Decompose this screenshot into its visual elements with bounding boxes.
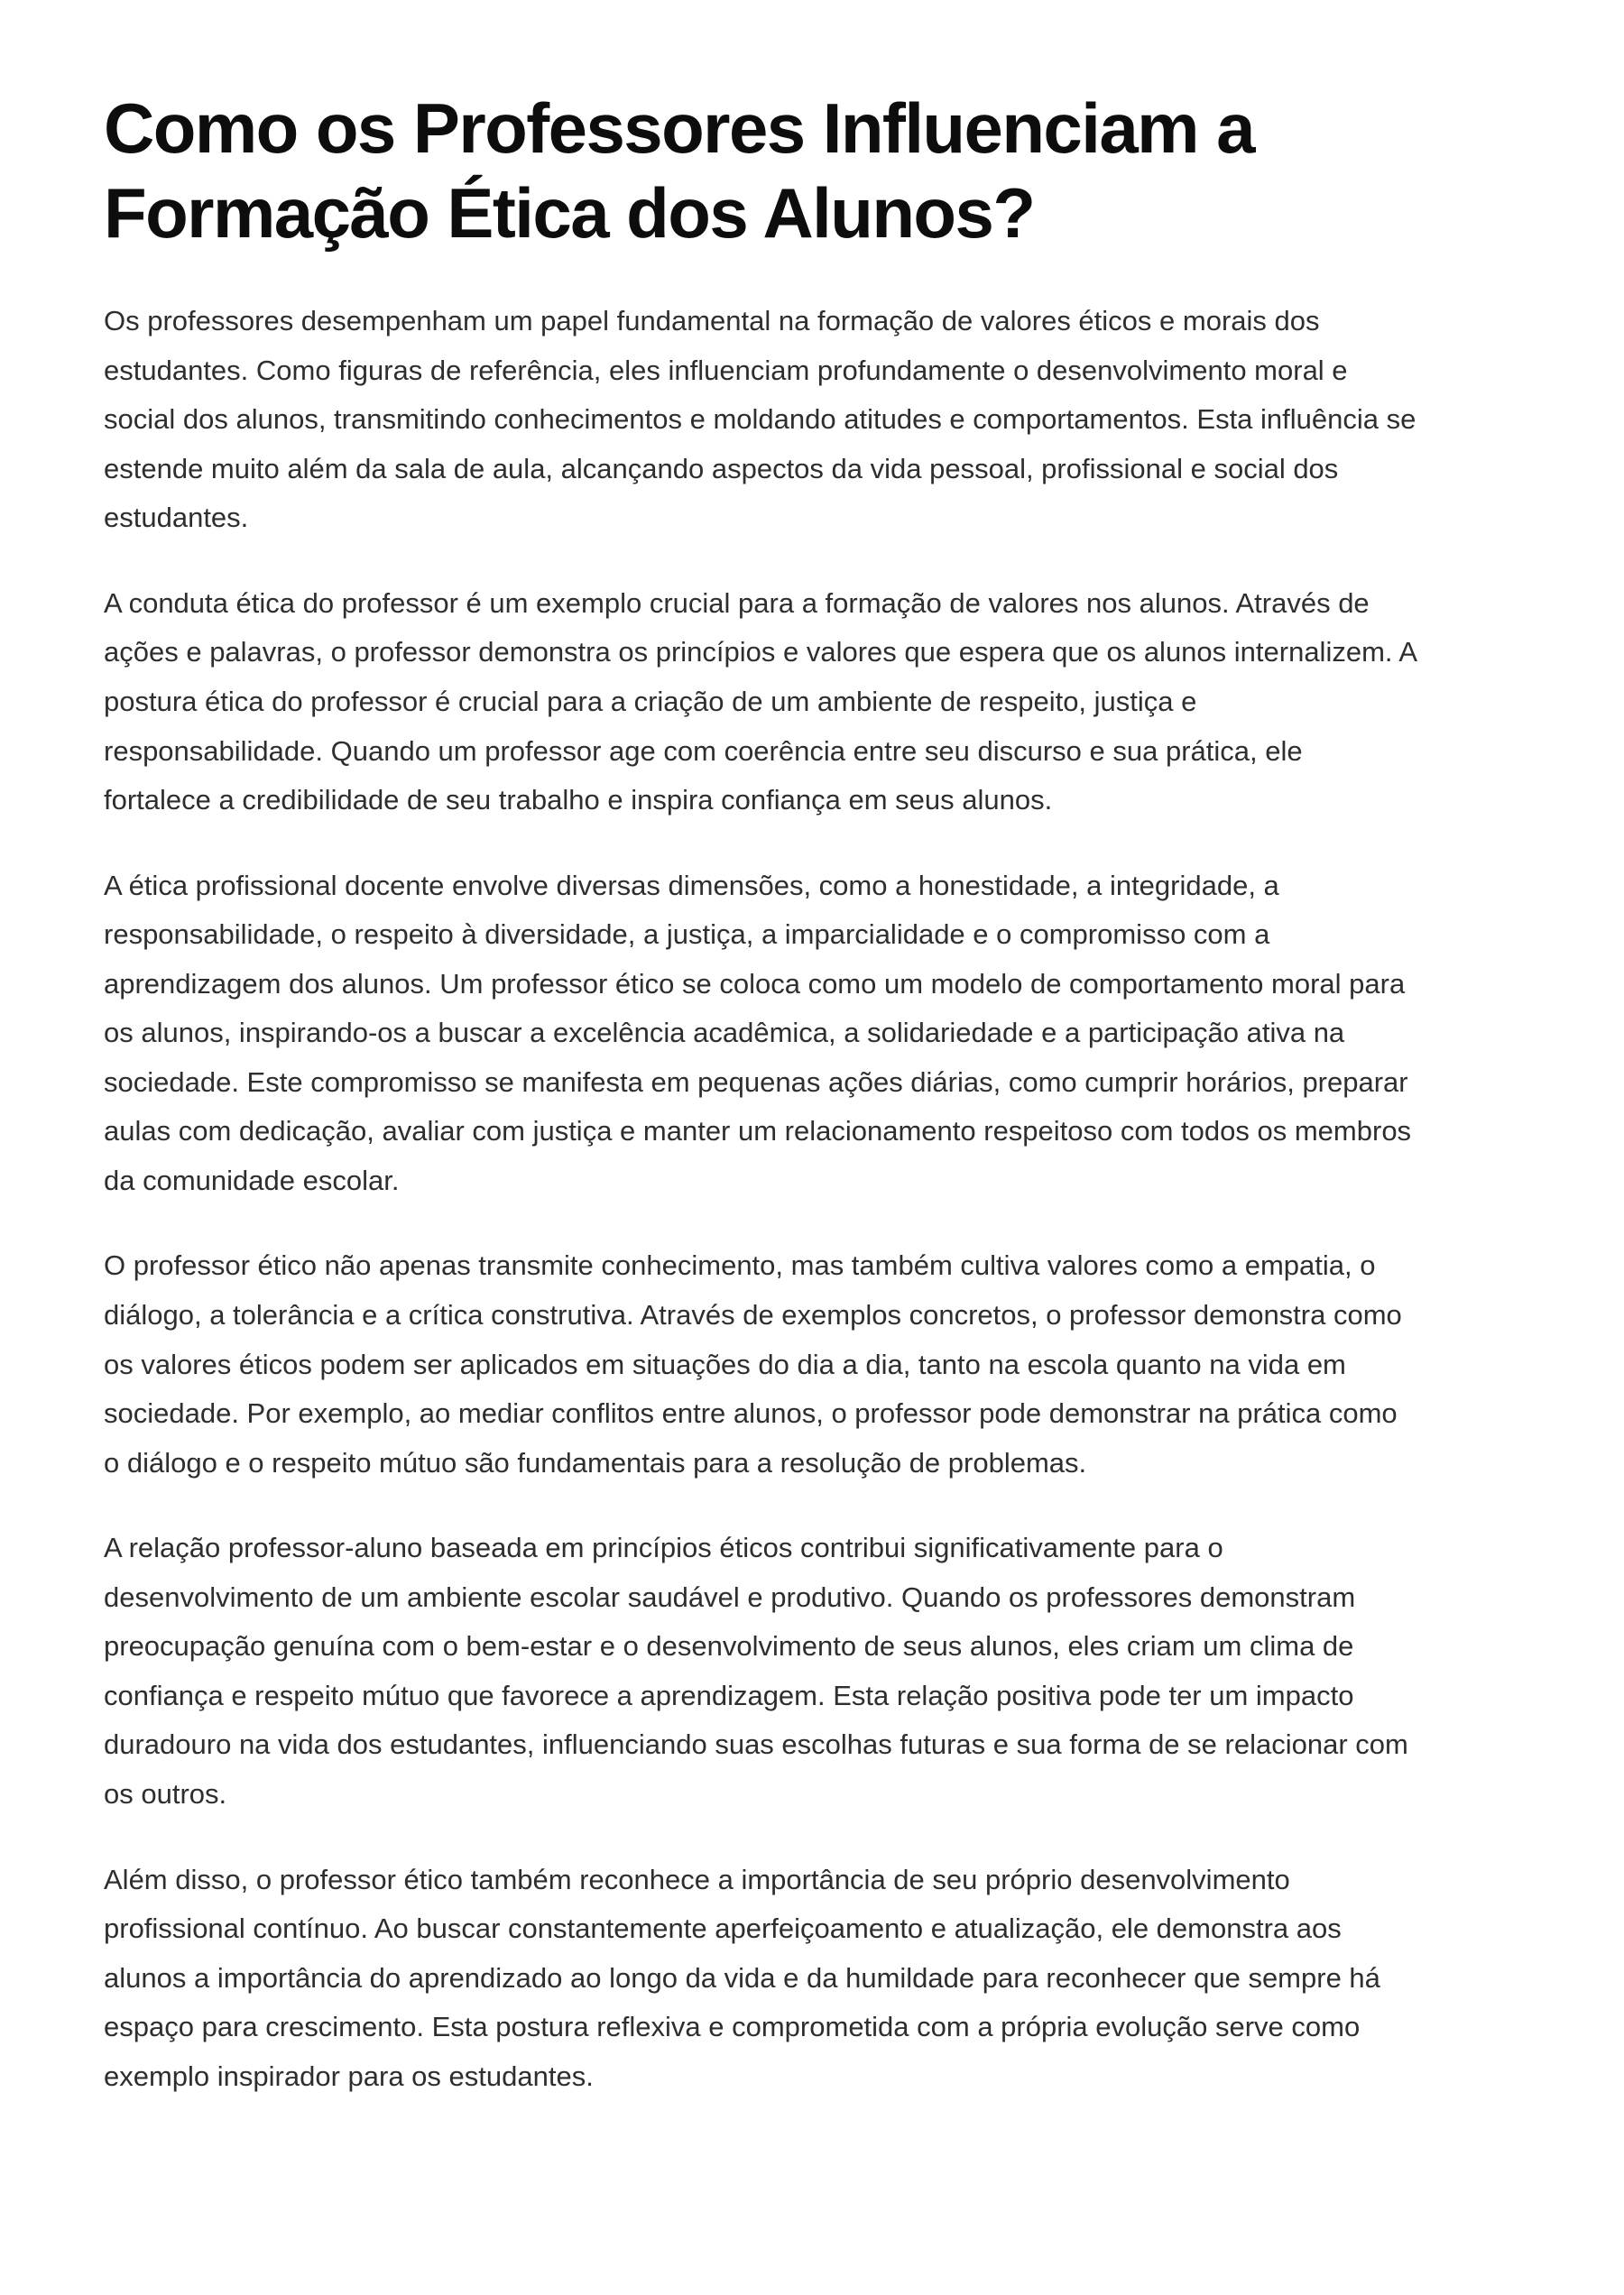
page-title: Como os Professores Influenciam a Formação Ética dos Alunos? — [104, 88, 1254, 253]
article — [104, 87, 1416, 2101]
article-paragraph-3: A ética profissional docente envolve diversas dimensões, como a honestidade, a integridade, a responsabilidade, o respeito à diversidade, a justiça, a imparcialidade e o compromisso com a aprendizagem dos alunos. Um professor ético se coloca como um modelo de comportamento moral para os alunos, inspirando-os a buscar a excelência acadêmica, a solidariedade e a participação ativa na sociedade. Este compromisso se manifesta em pequenas ações diárias, como cumprir horários, preparar aulas com dedicação, avaliar com justiça e manter um relacionamento respeitoso com todos os membros da comunidade escolar. — [104, 869, 1412, 1196]
article-paragraph-4: O professor ético não apenas transmite conhecimento, mas também cultiva valores como a empatia, o diálogo, a tolerância e a crítica construtiva. Através de exemplos concretos, o professor demonstra como os valores éticos podem ser aplicados em situações do dia a dia, tanto na escola quanto na vida em sociedade. Por exemplo, ao mediar conflitos entre alunos, o professor pode demonstrar na prática como o diálogo e o respeito mútuo são fundamentais para a resolução de problemas. — [104, 1249, 1402, 1479]
article-paragraph-6: Além disso, o professor ético também reconhece a importância de seu próprio desenvolvimento profissional contínuo. Ao buscar constantemente aperfeiçoamento e atualização, ele demonstra aos alunos a importância do aprendizado ao longo da vida e da humildade para reconhecer que sempre há espaço para crescimento. Esta postura reflexiva e comprometida com a própria evolução serve como exemplo inspirador para os estudantes. — [104, 1863, 1380, 2092]
article-paragraph-5: A relação professor-aluno baseada em princípios éticos contribui significativamente para o desenvolvimento de um ambiente escolar saudável e produtivo. Quando os professores demonstram preocupação genuína com o bem-estar e o desenvolvimento de seus alunos, eles criam um clima de confiança e respeito mútuo que favorece a aprendizagem. Esta relação positiva pode ter um impacto duradouro na vida dos estudantes, influenciando suas escolhas futuras e sua forma de se relacionar com os outros. — [104, 1532, 1408, 1810]
article-paragraph-2: A conduta ética do professor é um exemplo crucial para a formação de valores nos alunos. Através de ações e palavras, o professor demonstra os princípios e valores que espera que os alunos internalizem. A postura ética do professor é crucial para a criação de um ambiente de respeito, justiça e responsabilidade. Quando um professor age com coerência entre seu discurso e sua prática, ele fortalece a credibilidade de seu trabalho e inspira confiança em seus alunos. — [104, 586, 1416, 816]
article-paragraph-1: Os professores desempenham um papel fundamental na formação de valores éticos e morais dos estudantes. Como figuras de referência, eles influenciam profundamente o desenvolvimento moral e social dos alunos, transmitindo conhecimentos e moldando atitudes e comportamentos. Esta influência se estende muito além da sala de aula, alcançando aspectos da vida pessoal, profissional e social dos estudantes. — [104, 305, 1416, 534]
